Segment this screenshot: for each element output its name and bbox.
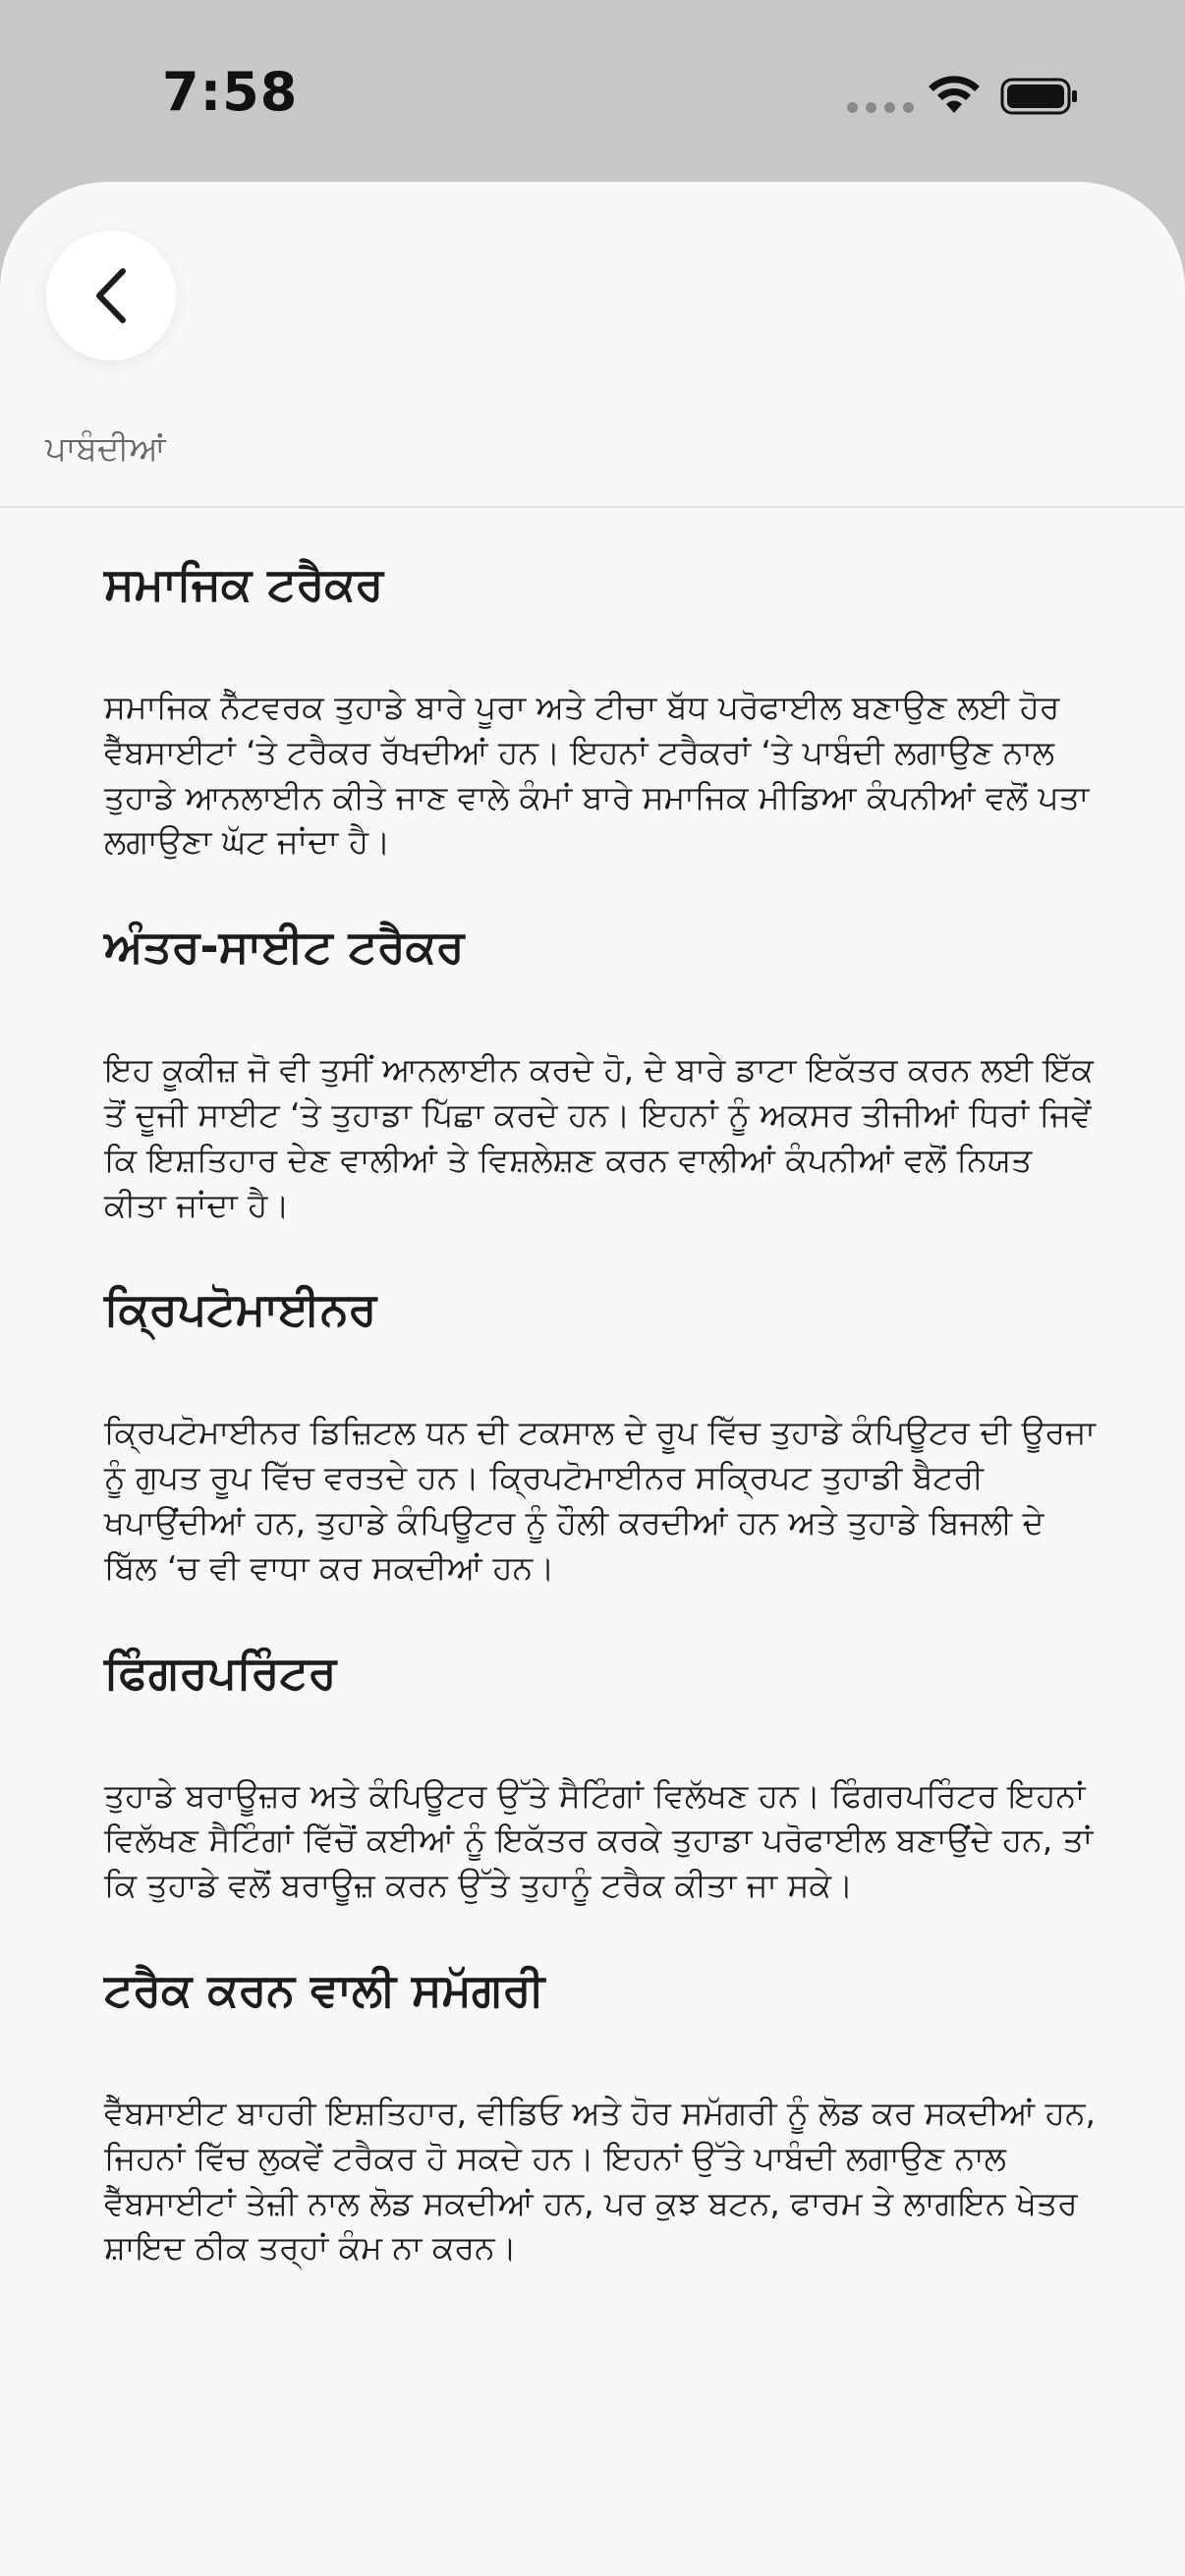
section-body: ਤੁਹਾਡੇ ਬਰਾਊਜ਼ਰ ਅਤੇ ਕੰਪਿਊਟਰ ਉੱਤੇ ਸੈਟਿੰਗਾਂ ਵਿਲੱਖਣ ਹਨ। ਫਿੰਗਰਪਰਿੰਟਰ ਇਹਨਾਂ ਵਿਲੱਖਣ ਸੈਟਿੰਗਾਂ ਵਿੱਚੋਂ ਕਈਆਂ ਨੂੰ ਇਕੱਤਰ ਕਰਕੇ ਤੁਹਾਡਾ ਪਰੋਫਾਈਲ ਬਣਾਉਂਦੇ ਹਨ, ਤਾਂ ਕਿ ਤੁਹਾਡੇ ਵਲੋਂ ਬਰਾਊਜ਼ ਕਰਨ ਉੱਤੇ ਤੁਹਾਨੂੰ ਟਰੈਕ ਕੀਤਾ ਜਾ ਸਕੇ। bbox=[104, 1775, 1094, 1905]
section-title: ਕ੍ਰਿਪਟੋਮਾਈਨਰ bbox=[104, 1282, 377, 1336]
status-time: 7:58 bbox=[162, 61, 299, 123]
section-tracking-content bbox=[104, 1961, 1097, 2270]
section-title: ਟਰੈਕ ਕਰਨ ਵਾਲੀ ਸਮੱਗਰੀ bbox=[104, 1963, 545, 2017]
tracker-descriptions bbox=[104, 555, 1097, 2324]
battery-icon bbox=[1000, 77, 1079, 116]
section-cryptominers bbox=[104, 1280, 1097, 1590]
back-button[interactable] bbox=[46, 231, 176, 361]
header-divider bbox=[0, 506, 1185, 508]
page-title: ਪਾਬੰਦੀਆਂ bbox=[45, 429, 166, 469]
cellular-signal-icon bbox=[847, 102, 914, 113]
section-title: ਸਮਾਜਿਕ ਟਰੈਕਰ bbox=[104, 557, 384, 610]
section-body: ਸਮਾਜਿਕ ਨੈੱਟਵਰਕ ਤੁਹਾਡੇ ਬਾਰੇ ਪੂਰਾ ਅਤੇ ਟੀਚਾ ਬੱਧ ਪਰੋਫਾਈਲ ਬਣਾਉਣ ਲਈ ਹੋਰ ਵੈੱਬਸਾਈਟਾਂ ‘ਤੇ ਟਰੈਕਰ ਰੱਖਦੀਆਂ ਹਨ। ਇਹਨਾਂ ਟਰੈਕਰਾਂ ‘ਤੇ ਪਾਬੰਦੀ ਲਗਾਉਣ ਨਾਲ ਤੁਹਾਡੇ ਆਨਲਾਈਨ ਕੀਤੇ ਜਾਣ ਵਾਲੇ ਕੰਮਾਂ ਬਾਰੇ ਸਮਾਜਿਕ ਮੀਡਿਆ ਕੰਪਨੀਆਂ ਵਲੋਂ ਪਤਾ ਲਗਾਉਣਾ ਘੱਟ ਜਾਂਦਾ ਹੈ। bbox=[104, 687, 1090, 862]
section-title: ਅੰਤਰ-ਸਾਈਟ ਟਰੈਕਰ bbox=[104, 920, 465, 974]
blocked-trackers-sheet bbox=[0, 182, 1185, 2576]
section-body: ਵੈੱਬਸਾਈਟ ਬਾਹਰੀ ਇਸ਼ਤਿਹਾਰ, ਵੀਡਿਓ ਅਤੇ ਹੋਰ ਸਮੱਗਰੀ ਨੂੰ ਲੋਡ ਕਰ ਸਕਦੀਆਂ ਹਨ, ਜਿਹਨਾਂ ਵਿੱਚ ਲੁਕਵੇਂ ਟਰੈਕਰ ਹੋ ਸਕਦੇ ਹਨ। ਇਹਨਾਂ ਉੱਤੇ ਪਾਬੰਦੀ ਲਗਾਉਣ ਨਾਲ ਵੈੱਬਸਾਈਟਾਂ ਤੇਜ਼ੀ ਨਾਲ ਲੋਡ ਸਕਦੀਆਂ ਹਨ, ਪਰ ਕੁਝ ਬਟਨ, ਫਾਰਮ ਤੇ ਲਾਗਇਨ ਖੇਤਰ ਸ਼ਾਇਦ ਠੀਕ ਤਰ੍ਹਾਂ ਕੰਮ ਨਾ ਕਰਨ। bbox=[104, 2093, 1096, 2268]
section-body: ਇਹ ਕੂਕੀਜ਼ ਜੋ ਵੀ ਤੁਸੀਂ ਆਨਲਾਈਨ ਕਰਦੇ ਹੋ, ਦੇ ਬਾਰੇ ਡਾਟਾ ਇਕੱਤਰ ਕਰਨ ਲਈ ਇੱਕ ਤੋਂ ਦੂਜੀ ਸਾਈਟ ‘ਤੇ ਤੁਹਾਡਾ ਪਿੱਛਾ ਕਰਦੇ ਹਨ। ਇਹਨਾਂ ਨੂੰ ਅਕਸਰ ਤੀਜੀਆਂ ਧਿਰਾਂ ਜਿਵੇਂ ਕਿ ਇਸ਼ਤਿਹਾਰ ਦੇਣ ਵਾਲੀਆਂ ਤੇ ਵਿਸ਼ਲੇਸ਼ਣ ਕਰਨ ਵਾਲੀਆਂ ਕੰਪਨੀਆਂ ਵਲੋਂ ਨਿਯਤ ਕੀਤਾ ਜਾਂਦਾ ਹੈ। bbox=[104, 1050, 1094, 1224]
section-fingerprinters bbox=[104, 1644, 1097, 1908]
status-bar bbox=[0, 0, 1185, 182]
wifi-icon bbox=[927, 74, 982, 115]
section-title: ਫਿੰਗਰਪਰਿੰਟਰ bbox=[104, 1645, 337, 1699]
chevron-left-icon bbox=[89, 265, 133, 326]
section-cross-site-trackers bbox=[104, 918, 1097, 1227]
section-body: ਕ੍ਰਿਪਟੋਮਾਈਨਰ ਡਿਜ਼ਿਟਲ ਧਨ ਦੀ ਟਕਸਾਲ ਦੇ ਰੂਪ ਵਿੱਚ ਤੁਹਾਡੇ ਕੰਪਿਊਟਰ ਦੀ ਊਰਜਾ ਨੂੰ ਗੁਪਤ ਰੂਪ ਵਿੱਚ ਵਰਤਦੇ ਹਨ। ਕ੍ਰਿਪਟੋਮਾਈਨਰ ਸਕ੍ਰਿਪਟ ਤੁਹਾਡੀ ਬੈਟਰੀ ਖਪਾਉਂਦੀਆਂ ਹਨ, ਤੁਹਾਡੇ ਕੰਪਿਊਟਰ ਨੂੰ ਹੌਲੀ ਕਰਦੀਆਂ ਹਨ ਅਤੇ ਤੁਹਾਡੇ ਬਿਜਲੀ ਦੇ ਬਿੱਲ ‘ਚ ਵੀ ਵਾਧਾ ਕਰ ਸਕਦੀਆਂ ਹਨ। bbox=[104, 1413, 1096, 1587]
section-social-trackers bbox=[104, 555, 1097, 865]
